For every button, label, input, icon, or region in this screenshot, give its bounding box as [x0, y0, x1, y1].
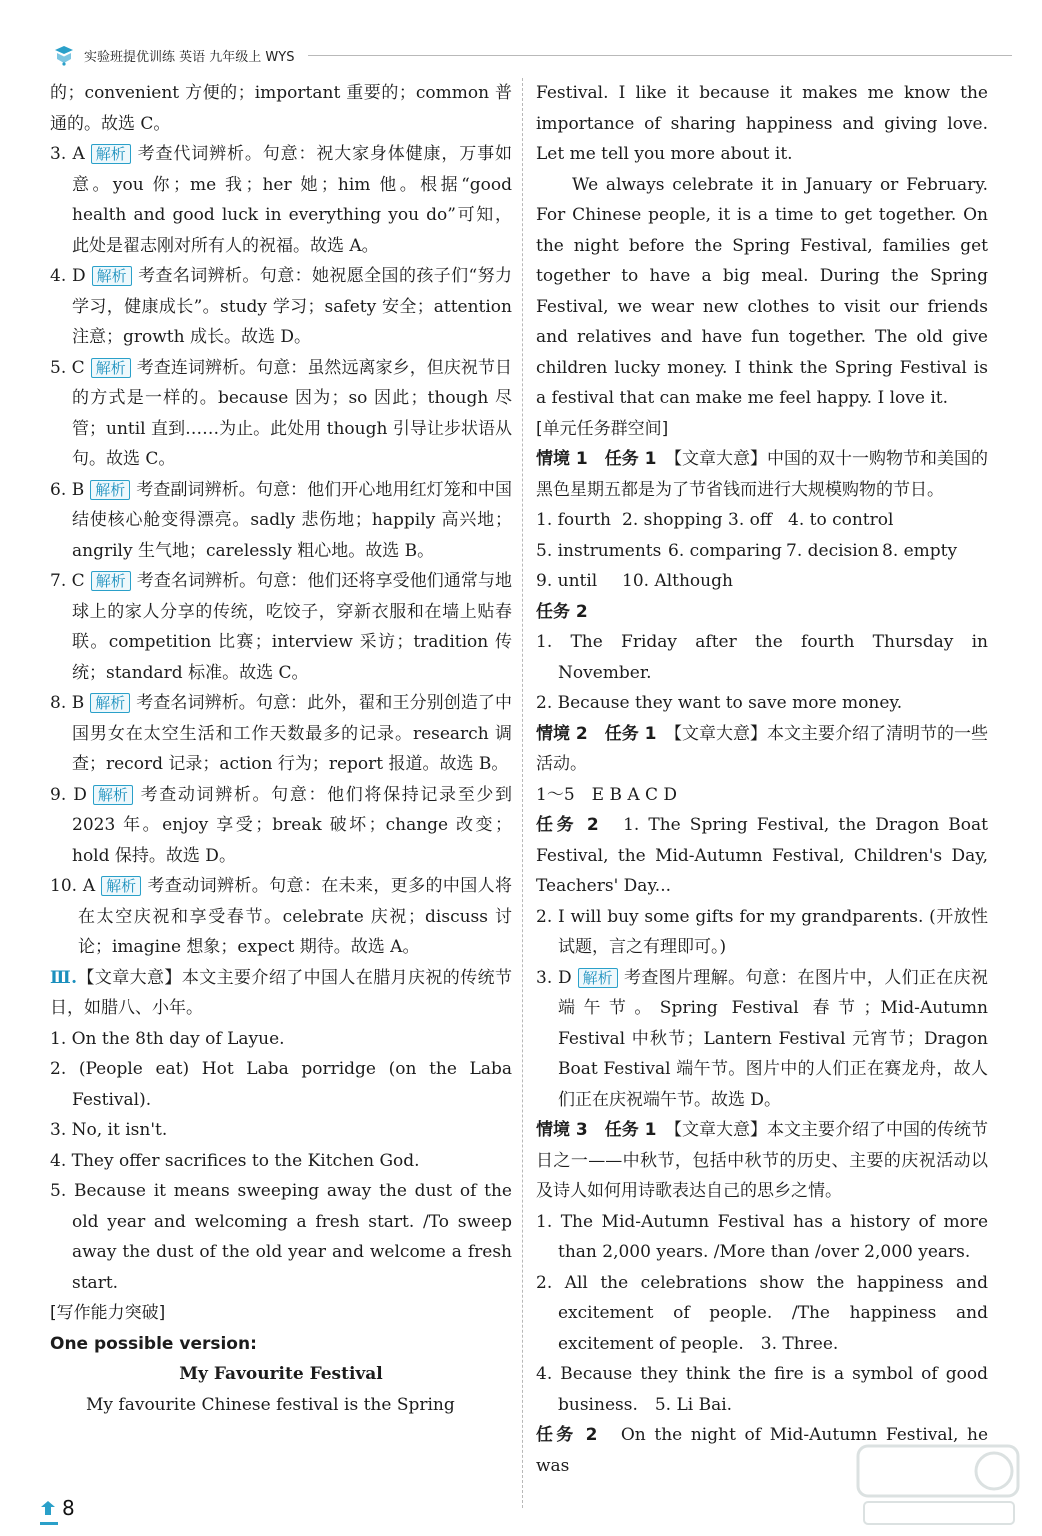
situation-3-task-2: 任务 2 On the night of Mid-Autumn Festival, he was: [536, 1425, 988, 1476]
situation-2-task-2-answer-1: 任务 2 1. The Spring Festival, the Dragon Boat Festival, the Mid-Autumn Festival, Children's Day, Teachers' Day...: [536, 815, 989, 896]
fill-answer: 6. comparing: [668, 540, 782, 561]
answer-continuation: 的；convenient 方便的；important 重要的；common 普通的。故选 C。: [50, 83, 512, 134]
analysis-tag: 解析: [90, 693, 130, 713]
situation-1-answers-row-2: [536, 536, 988, 567]
situation-1-answers-row-3: [536, 566, 988, 597]
column-divider: [522, 78, 523, 1508]
situation-1-task-2-answer-1: 1. The Friday after the fourth Thursday in November.: [536, 632, 988, 683]
section-3-answer-2: 2. (People eat) Hot Laba porridge (on the Laba Festival).: [50, 1059, 512, 1110]
essay-paragraph-1-continued: Festival. I like it because it makes me know the importance of sharing happiness and giving love. Let me tell you more about it.: [536, 83, 988, 164]
essay-paragraph-2: We always celebrate it in January or February. For Chinese people, it is a time to get together. On the night before the Spring Festival, families get together to have a big meal. During the Spring Festival, we wear new clothes to visit our friends and relatives and have fun together. The old give children lucky money. I think the Spring Festival is a festival that can make me feel happy. I love it.: [536, 174, 988, 408]
page-number: 8: [40, 1496, 75, 1520]
watermark-icon: [854, 1440, 1024, 1530]
situation-3-summary: 情境 3 任务 1 【文章大意】本文主要介绍了中国的传统节日之一——中秋节，包括中秋节的历史、主要的庆祝活动以及诗人如何用诗歌表达自己的思乡之情。: [536, 1120, 988, 1201]
page-header: [52, 40, 1012, 70]
analysis-tag: 解析: [578, 968, 618, 988]
situation-3-answer-4: 4. Because they think the fire is a symbol of good business. 5. Li Bai.: [536, 1364, 988, 1415]
analysis-tag: 解析: [93, 785, 133, 805]
situation-1-answers-row-1: [536, 505, 988, 536]
situation-2-task-2-answer-3: 3. D 解析 考查图片理解。句意：在图片中，人们正在庆祝端午节。Spring Festival 春节；Mid-Autumn Festival 中秋节；Lantern Festival 元宵节；Dragon Boat Festival 端午节。图片中的人们正在赛龙舟，故人们正在庆祝端午节。故选 D。: [536, 967, 988, 1110]
page-number-bar: [40, 1522, 58, 1525]
fill-answer: 4. to control: [788, 510, 894, 530]
writing-section-heading: [写作能力突破]: [50, 1303, 166, 1323]
fill-answer: 9. until: [536, 571, 598, 591]
situation-3-answer-1: 1. The Mid-Autumn Festival has a history of more than 2,000 years. /More than /over 2,000 years.: [536, 1211, 988, 1262]
section-3-answer-1: 1. On the 8th day of Layue.: [50, 1028, 285, 1049]
situation-3-answer-2: 2. All the celebrations show the happiness and excitement of people. /The happiness and excitement of people. 3. Three.: [536, 1272, 988, 1354]
answer-q10: 10. A 解析 考查动词辨析。句意：在未来，更多的中国人将在太空庆祝和享受春节。celebrate 庆祝；discuss 讨论；imagine 想象；expect 期待。故选 A。: [50, 876, 512, 957]
answer-q7: 7. C 解析 考查名词辨析。句意：他们还将享受他们通常与地球上的家人分享的传统，吃饺子，穿新衣服和在墙上贴春联。competition 比赛；interview 采访；tradition 传统；standard 标准。故选 C。: [50, 571, 513, 683]
essay-title: My Favourite Festival: [179, 1364, 383, 1384]
fill-answer: 8. empty: [882, 540, 958, 561]
answer-q4: 4. D 解析 考查名词辨析。句意：她祝愿全国的孩子们“努力学习，健康成长”。study 学习；safety 安全；attention 注意；growth 成长。故选 D。: [50, 266, 512, 347]
answer-q9: 9. D 解析 考查动词辨析。句意：他们将保持记录至少到 2023 年。enjoy 享受；break 破坏；change 改变；hold 保持。故选 D。: [50, 784, 513, 866]
answer-q5: 5. C 解析 考查连词辨析。句意：虽然远离家乡，但庆祝节日的方式是一样的。because 因为；so 因此；though 尽管；until 直到……为止。此处用 though 引导让步状语从句。故选 C。: [50, 357, 513, 469]
situation-1-task-2-label: 任务 2: [536, 601, 588, 622]
book-logo-icon: [52, 44, 76, 66]
analysis-tag: 解析: [90, 480, 130, 500]
section-3-answer-4: 4. They offer sacrifices to the Kitchen God.: [50, 1150, 420, 1171]
page-marker-icon: [40, 1499, 56, 1517]
fill-answer: 5. instruments: [536, 540, 662, 561]
left-column: [50, 78, 512, 1420]
section-3-answer-3: 3. No, it isn't.: [50, 1120, 168, 1140]
essay-paragraph-1-start: My favourite Chinese festival is the Spring: [86, 1394, 455, 1415]
analysis-tag: 解析: [91, 571, 131, 591]
situation-1-task-2-answer-2: 2. Because they want to save more money.: [536, 693, 903, 713]
fill-answer: 10. Although: [622, 571, 733, 591]
answer-q8: 8. B 解析 考查名词辨析。句意：此外，翟和王分别创造了中国男女在太空生活和工作天数最多的记录。research 调查；record 记录；action 行为；report 报道。故选 B。: [50, 693, 512, 774]
analysis-tag: 解析: [91, 358, 131, 378]
situation-1-summary: 情境 1 任务 1 【文章大意】中国的双十一购物节和美国的黑色星期五都是为了节省钱而进行大规模购物的节日。: [536, 449, 988, 500]
fill-answer: 7. decision: [786, 540, 879, 561]
analysis-tag: 解析: [91, 144, 131, 164]
situation-2-answers: 1～5 E B A C D: [536, 784, 678, 805]
unit-task-heading: [单元任务群空间]: [536, 418, 669, 439]
fill-answer: 3. off: [728, 510, 772, 530]
header-rule: [308, 55, 1012, 56]
book-title: 实验班提优训练 英语 九年级上 WYS: [84, 49, 295, 65]
version-label: One possible version:: [50, 1333, 257, 1354]
fill-answer: 1. fourth: [536, 510, 612, 530]
analysis-tag: 解析: [92, 266, 132, 286]
right-column: [536, 78, 988, 1481]
section-3-answer-5: 5. Because it means sweeping away the dust of the old year and welcoming a fresh start. /To sweep away the dust of the old year and welcome a fresh start.: [50, 1181, 512, 1293]
situation-2-task-2-answer-2: 2. I will buy some gifts for my grandparents. (开放性试题，言之有理即可。): [536, 906, 988, 957]
analysis-tag: 解析: [101, 876, 141, 896]
section-3-summary: Ⅲ.【文章大意】本文主要介绍了中国人在腊月庆祝的传统节日，如腊八、小年。: [50, 967, 513, 1018]
answer-q6: 6. B 解析 考查副词辨析。句意：他们开心地用红灯笼和中国结使核心舱变得漂亮。sadly 悲伤地；happily 高兴地；angrily 生气地；carelessly 粗心地。故选 B。: [50, 479, 512, 561]
answer-q3: 3. A 解析 考查代词辨析。句意：祝大家身体健康，万事如意。you 你；me 我；her 她；him 他。根据“good health and good luck in everything you do”可知，此处是翟志刚对所有人的祝福。故选 A。: [50, 144, 513, 256]
fill-answer: 2. shopping: [622, 510, 723, 530]
situation-2-summary: 情境 2 任务 1 【文章大意】本文主要介绍了清明节的一些活动。: [536, 723, 988, 774]
